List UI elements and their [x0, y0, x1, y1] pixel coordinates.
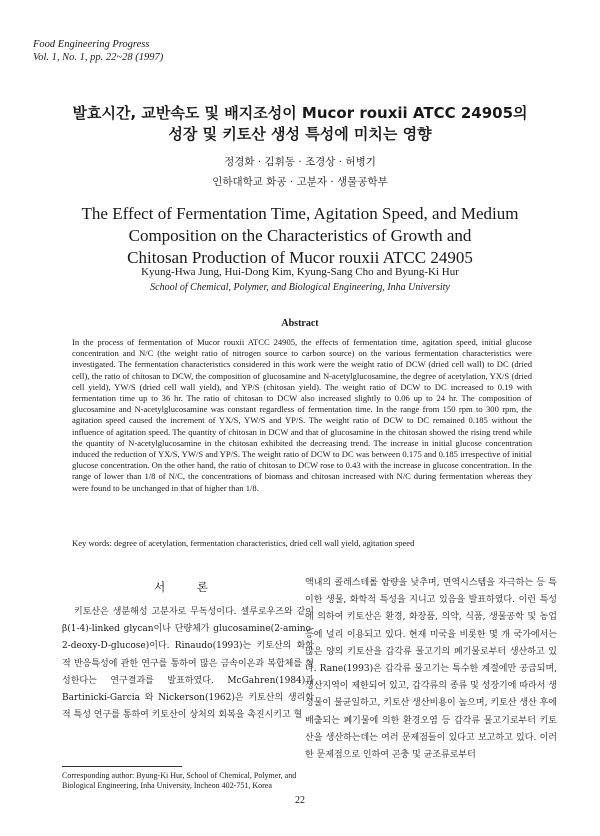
abstract-heading: Abstract [281, 318, 319, 329]
english-affiliation: School of Chemical, Polymer, and Biological Engineering, Inha University [150, 282, 450, 293]
journal-volume: Vol. 1, No. 1, pp. 22~28 (1997) [33, 52, 164, 63]
english-title-line2: Composition on the Characteristics of Growth and [128, 226, 472, 245]
journal-name: Food Engineering Progress [33, 39, 150, 50]
intro-paragraph-right: 액내의 콜레스테롤 함량을 낮추며, 면역시스템을 자극하는 등 특이한 생물, 화학적 특성을 지니고 있음을 발표하였다. 이런 특성에 의하여 키토산은 환경, 화장품, 의약, 식품, 생물공학 및 농업 등에 널리 이용되고 있다. 현재 미국을 비롯한 몇 개 국가에서는 많은 양의 키토산을 갑각류 물고기의 폐기물로부터 생산하고 있다. Rane(1993)은 갑각류 물고기는 특수한 계절에만 공급되며, 생산지역이 제한되어 있고, 갑각류의 종류 및 성장기에 따라서 생성물이 불균일하고, 키토산 생산비용이 높으며, 키토산 생산 후에 배출되는 폐기물에 의한 환경오염 등 갑각류 물고기로부터 키토산을 생산하는데는 여러 문제점들이 있다고 보고하고 있다. 이러한 문제점으로 인하여 곤충 및 균조류로부터 [305, 578, 557, 761]
korean-affiliation: 인하대학교 화공 · 고분자 · 생물공학부 [212, 176, 388, 188]
footnote-divider [62, 766, 182, 767]
page-number: 22 [295, 795, 305, 806]
intro-left-column [62, 578, 314, 724]
english-title [0, 203, 600, 269]
corresponding-author-footnote: Corresponding author: Byung-Ki Hur, School of Chemical, Polymer, and Biological Engineering, Inha University, Incheon 402-751, Korea [62, 771, 297, 790]
english-author-block [0, 265, 600, 295]
korean-title-line2: 성장 및 키토산 생성 특성에 미치는 영향 [168, 125, 432, 143]
korean-title [0, 103, 600, 145]
english-authors: Kyung-Hwa Jung, Hui-Dong Kim, Kyung-Sang Cho and Byung-Ki Hur [141, 266, 459, 278]
keywords: Key words: degree of acetylation, fermentation characteristics, dried cell wall yield, agitation speed [72, 538, 415, 548]
korean-title-line1: 발효시간, 교반속도 및 배지조성이 Mucor rouxii ATCC 24905의 [72, 104, 528, 122]
abstract-text: In the process of fermentation of Mucor rouxii ATCC 24905, the effects of fermentation time, agitation speed, initial glucose concentration and N/C (the weight ratio of nitrogen source to carbon source) on the various fermentation characteristics were investigated. The fermentation characteristics considered in this work were the weight ratio of DCW (dried cell wall) to DC (dried cell), the ratio of chitosan to DCW, the composition of glucosamine and N-acetylglucosamine, the degree of acetylation, YX/S (dried cell yield), YW/S (dried cell wall yield), and YP/S (chitosan yield). The weight ratio of DCW to DC increased to 0.19 with fermentation time up to 36 hr. The ratio of chitosan to DCW also increased slightly to 0.06 up to 24 hr. The composition of glucosamine and N-acetylglucosamine was constant regardless of fermentation time. In the range from 150 rpm to 300 rpm, the agitation speed caused the increment of YX/S, YW/S and YP/S. The weight ratio of DCW to DC remained 0.185 without the influence of agitation speed. The quantity of chitosan in DCW and that of glucosamine in the chitosan showed the rising trend while the quantity of N-acetylglucosamine in the chitosan exhibited the decreasing trend. The increase in initial glucose concentration induced the reduction of YX/S, YW/S and YP/S. The weight ratio of DCW to DC was between 0.175 and 0.185 irrespective of initial glucose concentration. On the other hand, the ratio of chitosan to DCW rose to 0.43 with the increase in glucose concentration. In the range of lower than 1/8 of N/C, the concentrations of biomass and chitosan increased with N/C during fermentation whereas they were found to be unchanged in that of higher than 1/8. [72, 337, 532, 493]
english-title-line1: The Effect of Fermentation Time, Agitation Speed, and Medium [81, 204, 519, 223]
korean-authors: 정경화 · 김휘동 · 조경상 · 허병기 [224, 156, 376, 168]
english-title-line3: Chitosan Production of Mucor rouxii ATCC 24905 [127, 248, 473, 267]
section-heading-introduction: 서 론 [154, 580, 222, 594]
journal-header [33, 38, 163, 64]
intro-paragraph-left: 키토산은 생분해성 고분자로 무독성이다. 셀루로우즈와 같이 β(1-4)-linked glycan이나 단량체가 glucosamine(2-amino-2-deoxy-D-glucose)이다. Rinaudo(1993)는 키토산의 화학적 반응특성에 관한 연구를 통하여 많은 금속이온과 복합체를 형성한다는 연구결과를 발표하였다. McGahren(1984)과 Bartinicki-Garcia 와 Nickerson(1962)은 키토산의 생리학적 특성 연구를 통하여 키토산이 상처의 회복을 촉진시키고 혈 [62, 607, 314, 721]
intro-right-column [305, 575, 557, 764]
korean-author-block [0, 152, 600, 192]
